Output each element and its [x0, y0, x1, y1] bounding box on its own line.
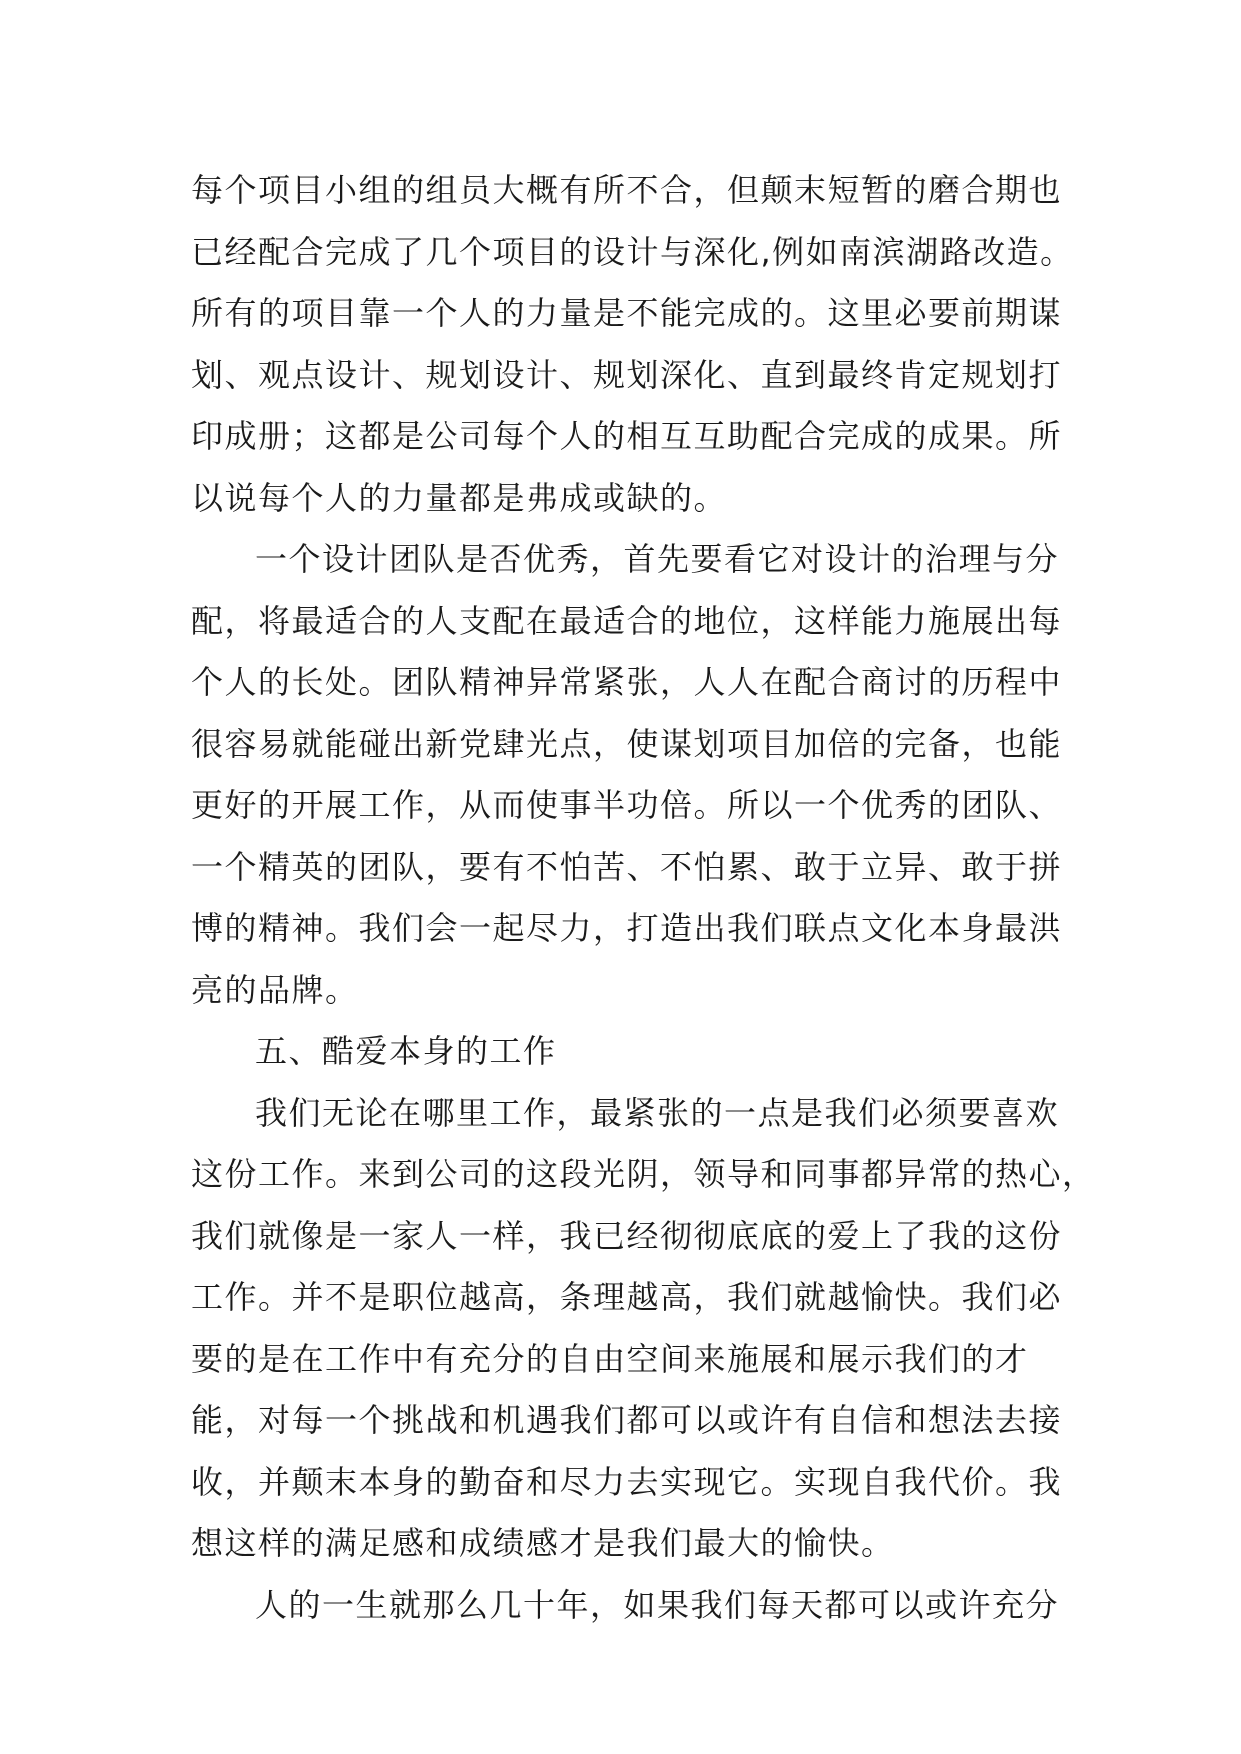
text-line: 印成册；这都是公司每个人的相互互助配合完成的成果。所: [191, 417, 1063, 455]
text-line: 很容易就能碰出新党肆光点，使谋划项目加倍的完备，也能: [191, 724, 1063, 763]
text-line: 收，并颠末本身的勤奋和尽力去实现它。实现自我代价。我: [191, 1462, 1063, 1501]
text-line: 已经配合完成了几个项目的设计与深化,例如南滨湖路改造。: [191, 232, 1074, 271]
text-line: 更好的开展工作，从而使事半功倍。所以一个优秀的团队、: [191, 786, 1063, 824]
text-line: 要的是在工作中有充分的自由空间来施展和展示我们的才: [191, 1339, 1029, 1378]
text-line: 这份工作。来到公司的这段光阴，领导和同事都异常的热心，: [191, 1155, 1096, 1193]
paragraph-first-line: 我们无论在哪里工作，最紧张的一点是我们必须要喜欢: [255, 1093, 1060, 1132]
text-line: 配，将最适合的人支配在最适合的地位，这样能力施展出每: [191, 601, 1063, 640]
text-line: 一个精英的团队，要有不怕苦、不怕累、敢于立异、敢于拼: [191, 847, 1063, 886]
paragraph-first-line: 人的一生就那么几十年，如果我们每天都可以或许充分: [255, 1585, 1060, 1624]
document-body: [191, 160, 1096, 1636]
text-line: 能，对每一个挑战和机遇我们都可以或许有自信和想法去接: [191, 1401, 1063, 1439]
text-line: 想这样的满足感和成绩感才是我们最大的愉快。: [191, 1524, 895, 1562]
text-line: 所有的项目靠一个人的力量是不能完成的。这里必要前期谋: [191, 294, 1063, 332]
paragraph-first-line: 一个设计团队是否优秀，首先要看它对设计的治理与分: [255, 540, 1060, 578]
text-line: 工作。并不是职位越高，条理越高，我们就越愉快。我们必: [191, 1278, 1063, 1316]
text-line: 博的精神。我们会一起尽力，打造出我们联点文化本身最洪: [191, 909, 1063, 947]
text-line: 我们就像是一家人一样，我已经彻彻底底的爱上了我的这份: [191, 1216, 1063, 1255]
paragraph-first-line: 五、酷爱本身的工作: [255, 1032, 557, 1070]
text-line: 划、观点设计、规划设计、规划深化、直到最终肯定规划打: [191, 355, 1063, 394]
text-line: 以说每个人的力量都是弗成或缺的。: [191, 478, 728, 517]
text-line: 每个项目小组的组员大概有所不合，但颠末短暂的磨合期也: [191, 171, 1063, 209]
text-line: 亮的品牌。: [191, 970, 359, 1009]
text-line: 个人的长处。团队精神异常紧张，人人在配合商讨的历程中: [191, 663, 1063, 701]
